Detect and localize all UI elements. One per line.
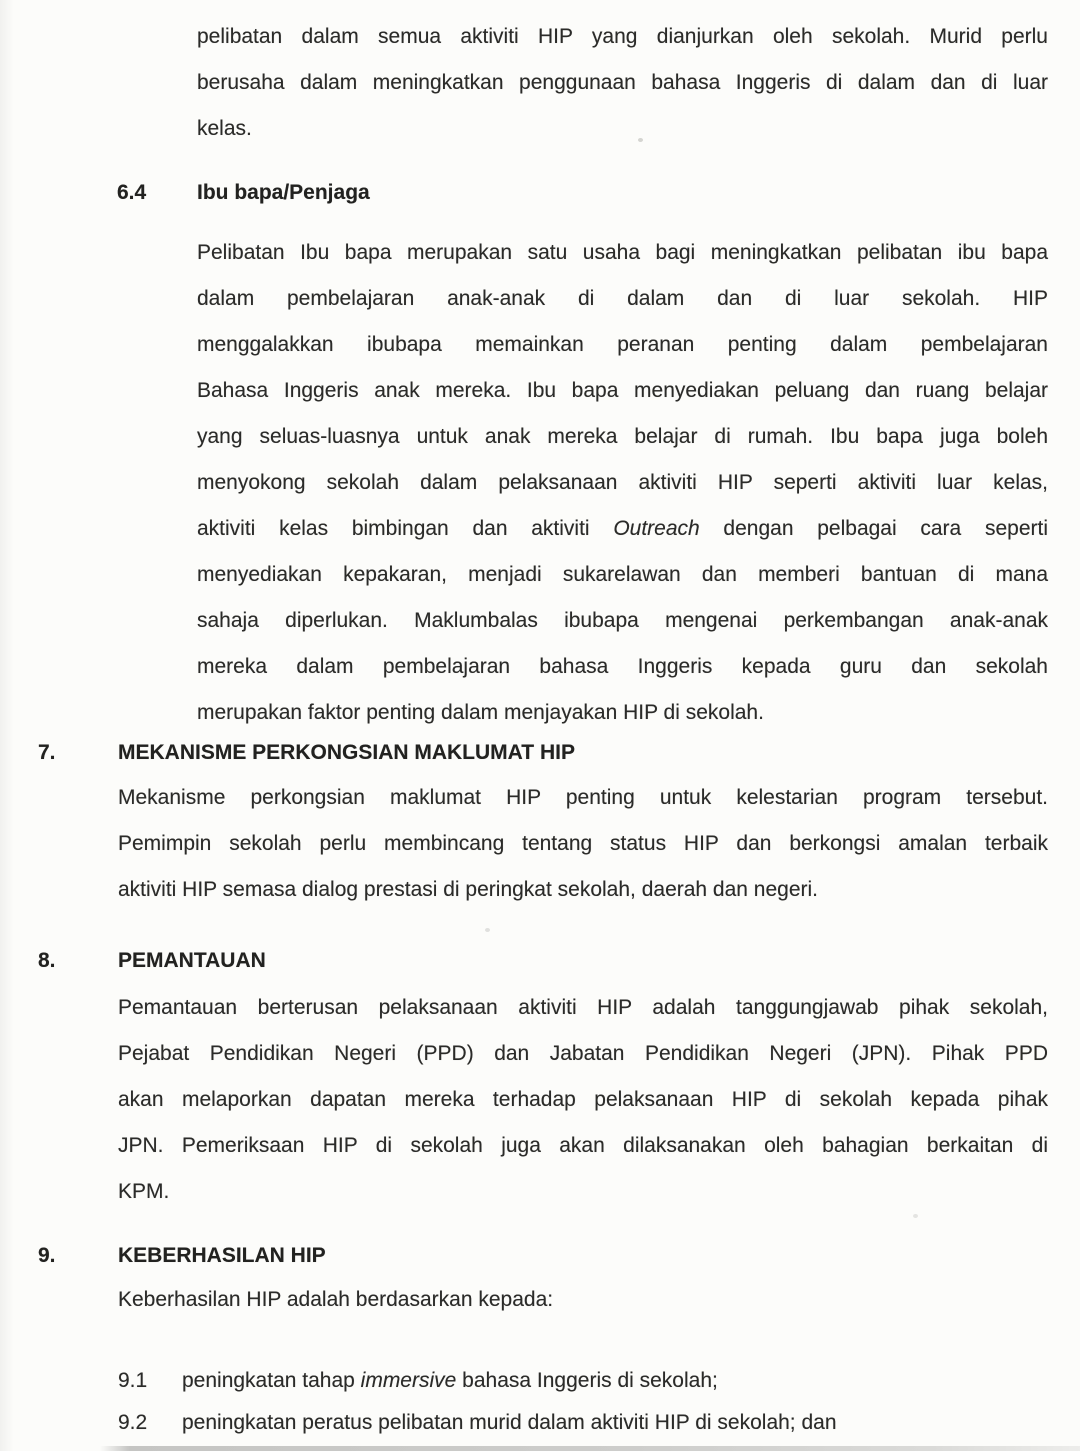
text-line: dalam pembelajaran anak-anak di dalam dan di luar sekolah. HIP [197, 287, 1048, 310]
scan-speck [638, 138, 643, 142]
list-item-9-1-number: 9.1 [118, 1369, 148, 1392]
text-line: Pejabat Pendidikan Negeri (PPD) dan Jabatan Pendidikan Negeri (JPN). Pihak PPD [118, 1042, 1048, 1065]
text-line: akan melaporkan dapatan mereka terhadap pelaksanaan HIP di sekolah kepada pihak [118, 1088, 1048, 1111]
text-line: Pemimpin sekolah perlu membincang tentang status HIP dan berkongsi amalan terbaik [118, 832, 1048, 855]
text-line: aktiviti HIP semasa dialog prestasi di peringkat sekolah, daerah dan negeri. [118, 878, 819, 901]
section-7-heading [38, 730, 1048, 776]
scan-artifact-bar [100, 1446, 1080, 1451]
text-line: merupakan faktor penting dalam menjayakan HIP di sekolah. [197, 701, 764, 724]
scan-speck [913, 1214, 918, 1218]
list-item-9-2-number: 9.2 [118, 1411, 148, 1434]
text-line: mereka dalam pembelajaran bahasa Inggeris kepada guru dan sekolah [197, 655, 1048, 678]
section-8-title: PEMANTAUAN [118, 949, 266, 972]
section-9-heading [38, 1233, 1048, 1279]
text-line: Pelibatan Ibu bapa merupakan satu usaha bagi meningkatkan pelibatan ibu bapa [197, 241, 1048, 264]
section-6-4-paragraph [197, 230, 1048, 736]
text-line: berusaha dalam meningkatkan penggunaan bahasa Inggeris di dalam dan di luar [197, 71, 1048, 94]
list-item-9-2-text: peningkatan peratus pelibatan murid dalam aktiviti HIP di sekolah; dan [182, 1411, 837, 1434]
text-line: kelas. [197, 117, 252, 140]
text-line: menyediakan kepakaran, menjadi sukarelawan dan memberi bantuan di mana [197, 563, 1048, 586]
section-6-4-heading [117, 170, 1048, 216]
list-item-9-1 [118, 1358, 1048, 1404]
section-7-number: 7. [38, 741, 56, 764]
section-6-4-number: 6.4 [117, 181, 147, 204]
intro-paragraph [197, 14, 1048, 152]
text-line: pelibatan dalam semua aktiviti HIP yang dianjurkan oleh sekolah. Murid perlu [197, 25, 1048, 48]
scan-edge-shadow [0, 0, 14, 1451]
text-line: menyokong sekolah dalam pelaksanaan aktiviti HIP seperti aktiviti luar kelas, [197, 471, 1048, 494]
section-6-4-title: Ibu bapa/Penjaga [197, 181, 370, 204]
text-line: yang seluas-luasnya untuk anak mereka belajar di rumah. Ibu bapa juga boleh [197, 425, 1048, 448]
text-line: Mekanisme perkongsian maklumat HIP penting untuk kelestarian program tersebut. [118, 786, 1048, 809]
section-8-heading [38, 938, 1048, 984]
section-9-number: 9. [38, 1244, 56, 1267]
scan-speck [485, 928, 490, 932]
text-line: Pemantauan berterusan pelaksanaan aktiviti HIP adalah tanggungjawab pihak sekolah, [118, 996, 1048, 1019]
list-item-9-1-text: peningkatan tahap immersive bahasa Inggeris di sekolah; [182, 1369, 718, 1392]
section-7-title: MEKANISME PERKONGSIAN MAKLUMAT HIP [118, 741, 575, 764]
section-9-lead: Keberhasilan HIP adalah berdasarkan kepada: [118, 1288, 554, 1311]
section-8-paragraph [118, 985, 1048, 1215]
list-item-9-2 [118, 1400, 1048, 1446]
section-8-number: 8. [38, 949, 56, 972]
text-line: aktiviti kelas bimbingan dan aktiviti Outreach dengan pelbagai cara seperti [197, 517, 1048, 540]
text-line: sahaja diperlukan. Maklumbalas ibubapa mengenai perkembangan anak-anak [197, 609, 1048, 632]
text-line: JPN. Pemeriksaan HIP di sekolah juga akan dilaksanakan oleh bahagian berkaitan di [118, 1134, 1048, 1157]
text-line: menggalakkan ibubapa memainkan peranan penting dalam pembelajaran [197, 333, 1048, 356]
section-9-title: KEBERHASILAN HIP [118, 1244, 326, 1267]
text-line: KPM. [118, 1180, 170, 1203]
text-line: Bahasa Inggeris anak mereka. Ibu bapa menyediakan peluang dan ruang belajar [197, 379, 1048, 402]
section-7-paragraph [118, 775, 1048, 913]
